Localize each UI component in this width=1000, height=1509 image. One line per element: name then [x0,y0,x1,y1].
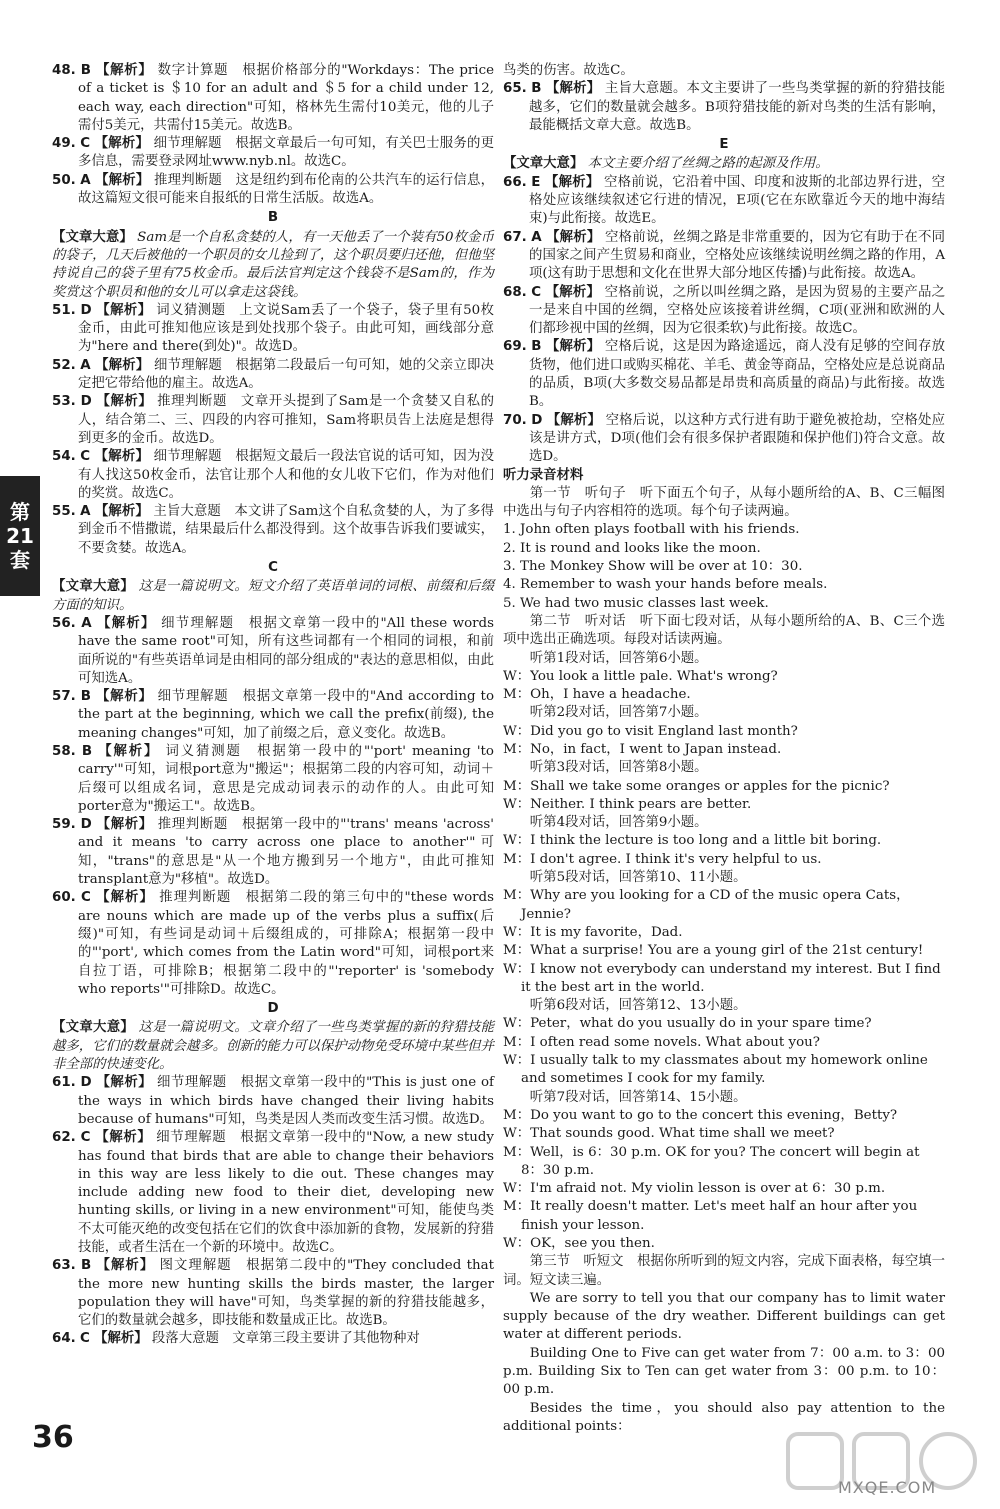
answer-letter: B [81,743,93,759]
answer-item [52,688,494,743]
answer-letter: B [80,63,91,78]
analysis-text: 词义猜测题 根据第一段中的"'port' meaning 'to carry'"可知，词根port意为"搬运"；根据第二段的内容可知，动词＋后缀可以组成名词，意思是完成动词表示的动作的人。由此可知porter意为"搬运工"。故选B。 [78,743,494,814]
analysis-tag: 【解析】 [544,174,600,190]
analysis-tag: 【解析】 [96,817,153,833]
analysis-text: 推理判断题 根据第一段中的"'trans' means 'across' and it means 'to carry across one place to another'"可知，"trans"的意思是"从一个地方搬到另一个地方"，由此可推知transplant意为"移植"。故选D。 [78,817,494,888]
analysis-text: 推理判断题 这是纽约到布伦南的公共汽车的运行信息，故这篇短文很可能来自报纸的日常生活版。故选A。 [78,172,495,207]
paragraph: 听第1段对话，回答第6小题。 [529,650,708,666]
answer-letter: C [80,1130,91,1146]
analysis-tag: 【解析】 [96,302,152,318]
analysis-tag: 【解析】 [95,1130,152,1146]
section-letter: D [267,1001,279,1017]
analysis-tag: 【解析】 [95,357,150,373]
question-number: 51. [52,302,76,318]
analysis-tag: 【解析】 [94,504,149,520]
question-number: 56. [52,615,76,631]
summary-text: 本文主要介绍了丝绸之路的起源及作用。 [587,156,829,172]
right-column [503,62,945,1436]
analysis-tag: 【解析】 [96,689,153,705]
answer-letter: B [81,1258,92,1274]
analysis-text: 细节理解题 根据文章第一段中的"This is just one of the ways in which birds have changed their living habits because of humans"可知，鸟类是因人类而改变生活习惯。故选D。 [78,1075,494,1127]
analysis-text: 空格后说，以这种方式行进有助于避免被抢劫，空格处应该是讲方式，D项(他们会有很多保护者跟随和保护他们)符合文意。故选D。 [529,412,945,465]
dialogue-line: W：That sounds good. What time shall we meet? [503,1126,835,1142]
answer-item [52,62,494,135]
answer-letter: A [531,229,542,245]
paragraph: 第三节 听短文 根据你所听到的短文内容，完成下面表格，每空填一词。短文读三遍。 [503,1254,945,1288]
analysis-tag: 【解析】 [95,172,150,188]
answer-letter: A [80,504,91,520]
dialogue-line: W：I'm afraid not. My violin lesson is over at 6：30 p.m. [503,1181,886,1197]
analysis-tag: 【解析】 [94,136,150,152]
summary-text: 这是一篇说明文。短文介绍了英语单词的词根、前缀和后缀方面的知识。 [52,579,494,613]
answer-item [503,412,945,467]
summary-tag: 【文章大意】 [52,579,135,595]
analysis-tag: 【解析】 [95,63,153,78]
answer-item [503,284,945,339]
analysis-tag: 【解析】 [94,449,150,465]
analysis-text: 空格前说，它沿着中国、印度和波斯的北部边界行进，空格处应该继续叙述它行进的情况，E项(它在东欧靠近今天的地中海结束)与此衔接。故选E。 [529,174,945,227]
analysis-text: 词义猜测题 上文说Sam丢了一个袋子，袋子里有50枚金币，由此可推知他应该是到处找那个袋子。由此可知，画线部分意为"here and there(到处)"。故选D。 [78,302,494,355]
analysis-tag: 【解析】 [546,412,602,428]
answer-item [52,889,494,999]
set-number-tab [0,476,40,596]
answer-letter: C [80,1331,90,1347]
sentence-line: 4. Remember to wash your hands before meals. [503,577,828,593]
paragraph: 听第2段对话，回答第7小题。 [529,705,708,721]
dialogue-line: M：Well，is 6：30 p.m. OK for you? The concert will begin at 8：30 p.m. [503,1144,920,1178]
watermark-text: MXQE.COM [838,1478,937,1497]
article-summary [503,155,945,173]
dialogue-line: M：It really doesn't matter. Let's meet half an hour after you finish your lesson. [503,1199,918,1233]
question-number: 58. [52,743,76,759]
paragraph: 听第4段对话，回答第9小题。 [529,815,708,831]
question-number: 54. [52,449,76,465]
analysis-text: 细节理解题 根据文章第一段中的"Now, a new study has found that birds that are able to change their behaviors in this way are less likely to die out. These changes may include adding new food to their diet, developing new hunting skills, or living in a new environment"可知，能使鸟类不太可能灭绝的改变包括在它们的饮食中添加新的食物，发展新的狩猎技能，或者生活在一个新的环境中。故选C。 [78,1130,494,1255]
dialogue-line: M：Shall we take some oranges or apples for the picnic? [503,778,890,794]
answer-item [503,229,945,284]
answer-letter: A [80,172,91,188]
analysis-text: 主旨大意题 本文讲了Sam这个自私贪婪的人，为了多得到金币不惜撒谎，结果最后什么都没得到。这个故事告诉我们要诚实，不要贪婪。故选A。 [78,504,495,556]
analysis-text: 细节理解题 根据短文最后一段法官说的话可知，因为没有人找这50枚金币，法官让那个人和他的女儿收下它们，作为对他们的奖赏。故选C。 [78,449,495,501]
sentence-line: 2. It is round and looks like the moon. [503,540,761,556]
answer-letter: D [80,1075,92,1091]
answer-letter: C [81,890,91,906]
analysis-text: 段落大意题 文章第三段主要讲了其他物种对 [151,1331,420,1347]
analysis-tag: 【解析】 [545,81,601,97]
dialogue-line: W：Did you go to visit England last month? [503,723,798,739]
question-number: 65. [503,81,527,97]
summary-tag: 【文章大意】 [52,229,133,245]
dialogue-line: W：I think the lecture is too long and a little bit boring. [503,833,882,849]
answer-item [52,135,494,172]
analysis-text: 细节理解题 根据文章最后一句可知，有关巴士服务的更多信息，需要登录网址www.nyb.nl。故选C。 [78,136,495,170]
sentence-line: 1. John often plays football with his friends. [503,522,800,538]
continued-text: 鸟类的伤害。故选C。 [503,63,634,78]
answer-letter: C [531,284,542,300]
analysis-tag: 【解析】 [97,615,156,631]
analysis-tag: 【解析】 [96,1075,153,1091]
dialogue-line: M：I don't agree. I think it's very helpful to us. [503,851,822,867]
answer-letter: A [81,615,92,631]
dialogue-line: W：Neither. I think pears are better. [503,796,752,812]
answer-item [52,816,494,889]
analysis-text: 图文理解题 根据第二段中的"They concluded that the more new hunting skills the birds master, the larger population they will have"可知，鸟类掌握的新的狩猎技能越多，它们的数量就会越多，即技能和数量成正比。故选B。 [78,1258,494,1329]
question-number: 63. [52,1258,76,1274]
answer-item [52,1330,494,1348]
answer-letter: E [531,174,541,190]
analysis-text: 空格前说，之所以叫丝绸之路，是因为贸易的主要产品之一是来自中国的丝绸，空格处应该接着讲丝绸，C项(亚洲和欧洲的人们都珍视中国的丝绸，因为它很柔软)与此衔接。故选C。 [529,284,946,337]
dialogue-line: M：I often read some novels. What about you? [503,1034,820,1050]
section-letter: E [719,137,729,153]
analysis-text: 细节理解题 根据第二段最后一句可知，她的父亲立即决定把它带给他的雇主。故选A。 [78,357,495,392]
answer-item [52,302,494,357]
answer-letter: D [80,394,92,410]
question-number: 52. [52,357,76,373]
answer-letter: D [80,817,92,833]
answer-letter: B [531,81,542,97]
answer-item [503,174,945,229]
listening-heading: 听力录音材料 [503,467,584,483]
answer-item [52,1129,494,1257]
answer-letter: B [80,689,91,705]
question-number: 57. [52,689,76,705]
analysis-text: 主旨大意题。本文主要讲了一些鸟类掌握的新的狩猎技能越多，它们的数量就会越多。B项狩猎技能的新对鸟类的生活有影响，最能概括文章大意。故选B。 [529,81,945,133]
analysis-tag: 【解析】 [98,743,160,759]
answer-item [52,357,494,394]
question-number: 70. [503,412,527,428]
question-number: 53. [52,394,76,410]
analysis-tag: 【解析】 [545,284,601,300]
answer-letter: B [531,339,542,355]
summary-tag: 【文章大意】 [503,156,584,172]
answer-item [503,338,945,411]
question-number: 67. [503,229,527,245]
summary-text: 这是一篇说明文。文章介绍了一些鸟类掌握的新的狩猎技能越多，它们的数量就会越多。创新的能力可以保护动物免受环境中某些但并非全部的快速变化。 [52,1020,494,1073]
side-tab-char: 套 [10,548,30,572]
answer-item [503,80,945,135]
analysis-text: 细节理解题 根据文章第一段中的"All these words have the same root"可知，所有这些词都有一个相同的词根，和前面所说的"有些英语单词是由相同的部分组成的"表达的意思相似，由此可知选A。 [78,615,494,686]
paragraph: 听第6段对话，回答第12、13小题。 [529,998,747,1014]
dialogue-line: W：Peter，what do you usually do in your spare time? [503,1016,872,1032]
question-number: 60. [52,890,76,906]
answer-item [52,172,494,209]
answer-letter: D [80,302,92,318]
question-number: 61. [52,1075,76,1091]
side-tab-char: 21 [6,524,34,548]
analysis-tag: 【解析】 [96,1258,155,1274]
analysis-text: 数字计算题 根据价格部分的"Workdays：The price of a ticket is ＄10 for an adult and ＄5 for a child under 12, each way, each direction"可知，格林先生需付10美元，他的儿子需付5美元，共需付15美元。故选B。 [78,63,495,133]
question-number: 50. [52,172,76,188]
question-number: 59. [52,817,76,833]
sentence-line: 3. The Monkey Show will be over at 10：30. [503,559,803,575]
answer-item [52,448,494,503]
question-number: 69. [503,339,527,355]
answer-letter: C [80,136,91,152]
answer-item [52,743,494,816]
paragraph: 第二节 听对话 听下面七段对话，从每小题所给的A、B、C三个选项中选出正确选项。每段对话读两遍。 [503,613,945,648]
dialogue-line: W：You look a little pale. What's wrong? [503,668,778,684]
analysis-text: 空格前说，丝绸之路是非常重要的，因为它有助于在不同的国家之间产生贸易和商业，空格处应该继续说明丝绸之路的作用，A项(这有助于思想和文化在世界大部分地区传播)与此衔接。故选A。 [529,229,946,282]
section-letter: B [267,210,279,226]
question-number: 68. [503,284,527,300]
dialogue-line: M：What a surprise! You are a young girl of the 21st century! [503,943,924,959]
analysis-tag: 【解析】 [546,229,601,245]
analysis-text: 空格后说，这是因为路途遥远，商人没有足够的空间存放货物，他们进口或购买棉花、羊毛、黄金等商品，空格处应是总说商品的品质，B项(大多数交易品都是昂贵和高质量的商品)与此衔接。故选B。 [529,339,945,410]
analysis-tag: 【解析】 [96,890,154,906]
dialogue-line: W：I usually talk to my classmates about my homework online and sometimes I cook for my family. [503,1053,928,1087]
paragraph: Building One to Five can get water from 7：00 a.m. to 3：00 p.m. Building Six to Ten can get water from 3：00 p.m. to 10：00 p.m. [503,1345,945,1398]
dialogue-line: M：Oh，I have a headache. [503,687,691,703]
summary-tag: 【文章大意】 [52,1020,135,1036]
answer-item [52,615,494,688]
answer-item [52,393,494,448]
dialogue-line: M：No，in fact，I went to Japan instead. [503,741,782,757]
paragraph: We are sorry to tell you that our company has to limit water supply because of the dry weather. Different buildings can get water at different periods. [503,1290,945,1343]
question-number: 49. [52,136,76,152]
answer-item [52,1257,494,1330]
article-summary [52,229,494,302]
answer-letter: D [531,412,543,428]
question-number: 55. [52,504,76,520]
dialogue-line: M：Why are you looking for a CD of the music opera Cats，Jennie? [503,888,910,922]
paragraph: 第一节 听句子 听下面五个句子，从每小题所给的A、B、C三幅图中选出与句子内容相符的选项。每个句子读两遍。 [503,485,945,520]
dialogue-line: W：It is my favorite，Dad. [503,924,683,940]
question-number: 64. [52,1331,76,1347]
answer-letter: A [80,357,91,373]
paragraph: 听第3段对话，回答第8小题。 [529,760,708,776]
paragraph: 听第5段对话，回答第10、11小题。 [529,870,747,886]
answer-item [52,503,494,558]
analysis-tag: 【解析】 [96,394,153,410]
analysis-tag: 【解析】 [94,1331,148,1347]
section-letter: C [268,560,278,576]
analysis-tag: 【解析】 [545,339,601,355]
analysis-text: 推理判断题 文章开头提到了Sam是一个贪婪又自私的人，结合第二、三、四段的内容可推知，Sam将职员告上法庭是想得到更多的金币。故选D。 [78,394,495,446]
sentence-line: 5. We had two music classes last week. [503,595,769,611]
article-summary [52,1019,494,1074]
question-number: 62. [52,1130,76,1146]
summary-text: Sam是一个自私贪婪的人，有一天他丢了一个装有50枚金币的袋子，几天后被他的一个职员的女儿捡到了，这个职员要归还他，但他坚持说自己的袋子里有75枚金币。最后法官判定这个钱袋不是Sam的，作为奖赏这个职员和他的女儿可以拿走这袋钱。 [52,229,494,300]
answer-item [52,1074,494,1129]
question-number: 66. [503,174,527,190]
side-tab-char: 第 [10,500,30,524]
dialogue-line: M：Do you want to go to the concert this evening，Betty? [503,1107,898,1123]
page-number: 36 [32,1420,74,1455]
paragraph: 听第7段对话，回答第14、15小题。 [529,1089,747,1105]
paragraph: Besides the time，you should also pay attention to the additional points： [503,1400,945,1434]
analysis-text: 推理判断题 根据第二段的第三句中的"these words are nouns which are made up of the verbs plus a suffix(后缀)"可知，有些词是动词＋后缀组成的，可排除A；根据第一段中的"'port', which comes from the Latin word"可知，词根port来自拉丁语，可排除B；根据第二段中的"'reporter' is 'somebody who reports'"可排除D。故选C。 [78,890,494,997]
dialogue-line: W：OK，see you then. [503,1236,655,1251]
question-number: 48. [52,63,76,78]
answer-letter: C [80,449,91,465]
dialogue-line: W：I know not everybody can understand my interest. But I find it the best art in the world. [503,961,941,995]
analysis-text: 细节理解题 根据文章第一段中的"And according to the part at the beginning, which we call the prefix(前缀), the meaning changes"可知，加了前缀之后，意义变化。故选B。 [78,689,495,741]
left-column [52,62,494,1349]
article-summary [52,578,494,615]
